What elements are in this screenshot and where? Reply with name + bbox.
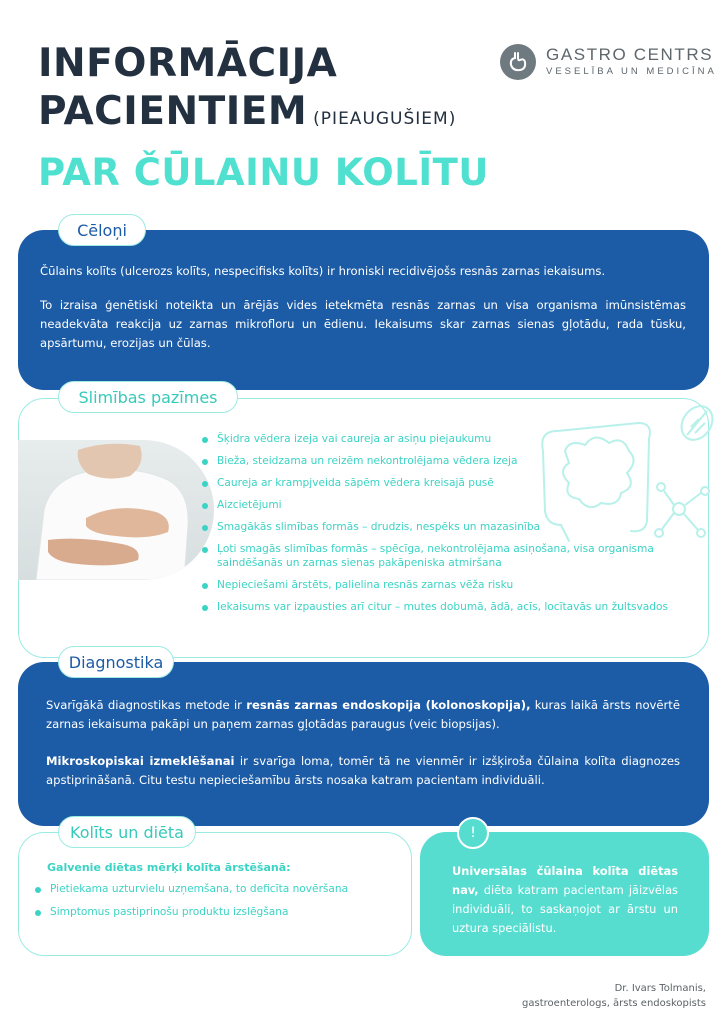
list-item: Šķidra vēdera izeja vai caureja ar asiņu piejaukumu — [202, 433, 672, 447]
list-item: Bieža, steidzama un reizēm nekontrolējama vēdera izeja — [202, 455, 672, 469]
note-badge — [457, 817, 489, 849]
diagnostics-paragraph-2 — [46, 752, 680, 790]
patient-photo — [18, 440, 214, 580]
diagnostics-p1-bold: resnās zarnas endoskopija (kolonoskopija), — [246, 698, 531, 712]
page-title-line1: INFORMĀCIJA — [38, 41, 338, 86]
list-item: Caureja ar krampjveida sāpēm vēdera kreisajā pusē — [202, 477, 672, 491]
causes-paragraph-1: Čūlains kolīts (ulcerozs kolīts, nespecifisks kolīts) ir hroniski recidivējošs resnās zarnas iekaisums. — [40, 264, 606, 278]
note-text — [452, 862, 678, 938]
logo-name: GASTRO CENTRS — [546, 45, 714, 64]
clinic-logo — [500, 44, 717, 80]
page-title-block — [38, 40, 489, 203]
causes-paragraph-2: To izraisa ģenētiski noteikta un ārējās vides ietekmēta resnās zarnas un visa organisma imūnsistēmas neadekvāta reakcija uz zarnas mikrofloru un ēdienu. Iekaisums skar zarnas sienas gļotādu, rada tūsku, apsārtumu, erozijas un čūlas. — [40, 298, 686, 350]
list-item: Ļoti smagās slimības formās – spēcīga, nekontrolējama asiņošana, visa organisma saindēšanās un zarnas sienas pakāpeniska atmiršana — [202, 543, 672, 570]
diagnostics-heading: Diagnostika — [58, 646, 174, 678]
symptoms-heading: Slimības pazīmes — [58, 381, 238, 413]
page-title-audience: (PIEAUGUŠIEM) — [313, 109, 457, 129]
page-title-topic: PAR ČŪLAINU KOLĪTU — [38, 151, 489, 194]
symptoms-list — [202, 433, 672, 614]
diagnostics-p2-bold: Mikroskopiskai izmeklēšanai — [46, 754, 235, 768]
list-item: Simptomus pastiprinošu produktu izslēgšana — [35, 906, 395, 920]
author-role: gastroenterologs, ārsts endoskopists — [522, 998, 706, 1009]
diet-panel — [18, 832, 412, 956]
diagnostics-p1-end: kuras laikā ārsts novērtē zarnas iekaisuma pakāpi un paņem zarnas gļotādas paraugus (veic biopsijas). — [46, 698, 680, 731]
stomach-icon — [500, 44, 536, 80]
diagnostics-p2-end: ir svarīga loma, tomēr tā ne vienmēr ir izšķiroša čūlaina kolīta diagnozes apstiprināšanā. Citu testu nepieciešamību ārsts nosaka katram pacientam individuāli. — [46, 754, 680, 787]
author-signature — [522, 981, 706, 1011]
list-item: Nepieciešami ārstēts, palielina resnās zarnas vēža risku — [202, 579, 672, 593]
causes-panel — [18, 230, 709, 390]
diagnostics-p1-start: Svarīgākā diagnostikas metode ir — [46, 698, 247, 712]
exclamation-icon: ! — [470, 825, 476, 841]
author-name: Dr. Ivars Tolmanis, — [614, 983, 706, 994]
diagnostics-panel — [18, 662, 709, 826]
note-text-bold: Universālas čūlaina kolīta diētas nav, — [452, 864, 678, 897]
list-item: Pietiekama uzturvielu uzņemšana, to deficīta novēršana — [35, 883, 395, 897]
note-panel — [420, 832, 709, 956]
page-title-line2 — [38, 88, 489, 143]
diet-goals-title: Galvenie diētas mērķi kolīta ārstēšanā: — [47, 861, 291, 874]
logo-tagline: VESELĪBA UN MEDICĪNA — [546, 66, 717, 77]
note-text-body: diēta katram pacientam jāizvēlas individuāli, to saskaņojot ar ārstu un uztura speciālistu. — [452, 883, 678, 935]
diet-heading: Kolīts un diēta — [58, 816, 196, 848]
list-item: Iekaisums var izpausties arī citur – mutes dobumā, ādā, acīs, locītavās un žultsvados — [202, 601, 672, 615]
molecule-icon — [673, 503, 685, 515]
diet-goals-list — [35, 883, 395, 919]
causes-heading: Cēloņi — [58, 214, 146, 246]
list-item: Aizcietējumi — [202, 499, 672, 513]
list-item: Smagākās slimības formās – drudzis, nespēks un mazasinība — [202, 521, 672, 535]
page-title-line2-text: PACIENTIEM — [38, 89, 308, 134]
diagnostics-paragraph-1 — [46, 696, 680, 734]
